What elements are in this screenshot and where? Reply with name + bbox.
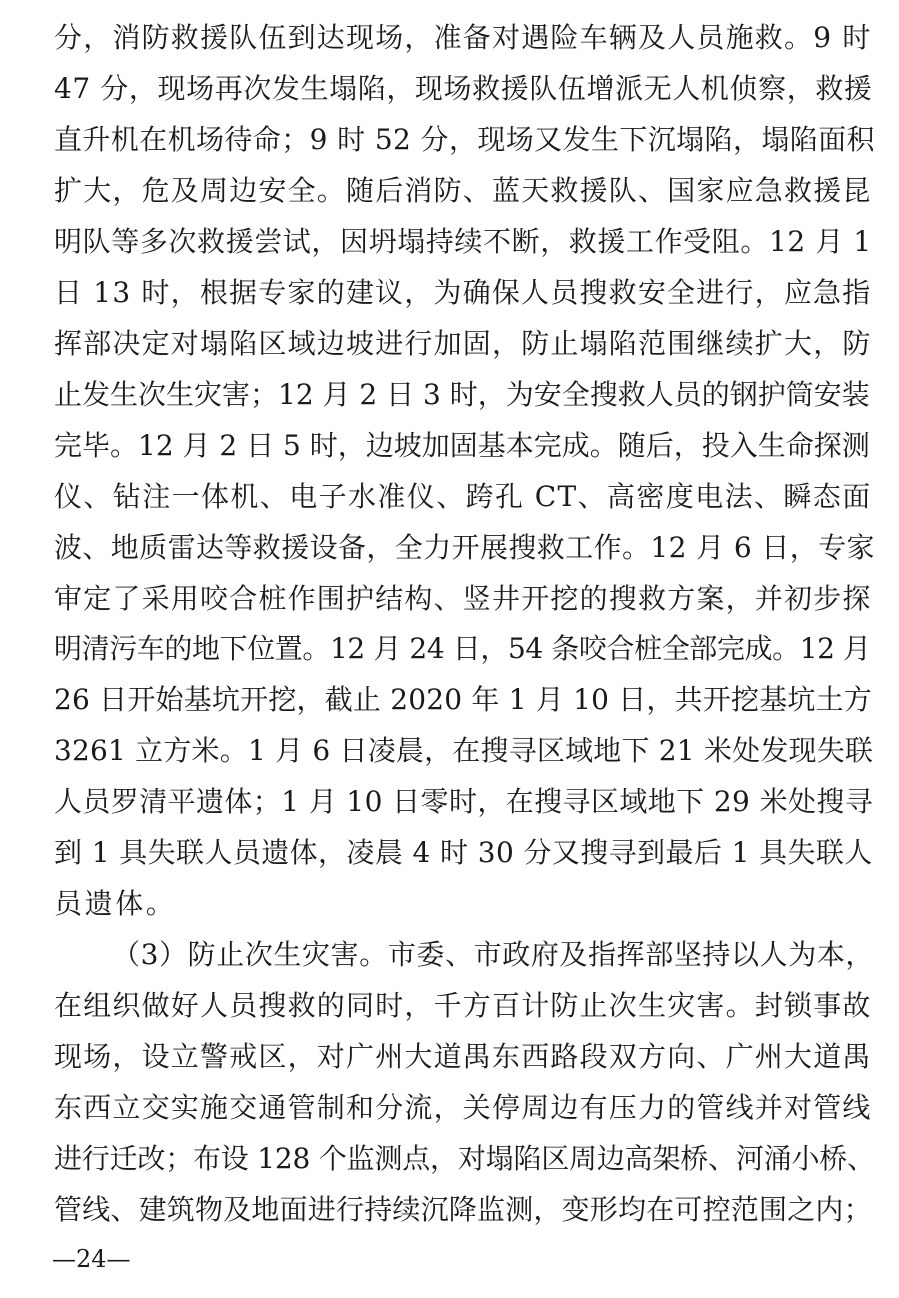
text-line: 审定了采用咬合桩作围护结构、竖井开挖的搜救方案，并初步探	[54, 582, 872, 615]
text-line: 3261 立方米。1 月 6 日凌晨，在搜寻区域地下 21 米处发现失联	[54, 734, 874, 767]
text-line: 现场，设立警戒区，对广州大道禺东西路段双方向、广州大道禺	[54, 1040, 872, 1073]
text-line: 管线、建筑物及地面进行持续沉降监测，变形均在可控范围之内；	[54, 1193, 872, 1226]
text-line: 分，消防救援队伍到达现场，准备对遇险车辆及人员施救。9 时	[54, 21, 872, 54]
text-line: 东西立交实施交通管制和分流，关停周边有压力的管线并对管线	[54, 1091, 872, 1124]
text-line: 明队等多次救援尝试，因坍塌持续不断，救援工作受阻。12 月 1	[54, 225, 872, 258]
text-line: 在组织做好人员搜救的同时，千方百计防止次生灾害。封锁事故	[54, 989, 872, 1022]
text-line: 扩大，危及周边安全。随后消防、蓝天救援队、国家应急救援昆	[54, 174, 872, 207]
text-line: 止发生次生灾害；12 月 2 日 3 时，为安全搜救人员的钢护筒安装	[54, 378, 870, 411]
text-line: 人员罗清平遗体；1 月 10 日零时，在搜寻区域地下 29 米处搜寻	[54, 785, 874, 818]
text-line: 挥部决定对塌陷区域边坡进行加固，防止塌陷范围继续扩大，防	[54, 327, 872, 360]
text-line: 直升机在机场待命；9 时 52 分，现场又发生下沉塌陷，塌陷面积	[54, 123, 875, 156]
text-line: 明清污车的地下位置。12 月 24 日，54 条咬合桩全部完成。12 月	[54, 632, 871, 665]
text-line: 仪、钻注一体机、电子水准仪、跨孔 CT、高密度电法、瞬态面	[54, 480, 872, 513]
paragraph-heading-line: （3）防止次生灾害。市委、市政府及指挥部坚持以人为本，	[112, 938, 875, 971]
text-line: 到 1 具失联人员遗体，凌晨 4 时 30 分又搜寻到最后 1 具失联人	[54, 836, 873, 869]
text-line: 员遗体。	[54, 887, 177, 920]
text-line: 完毕。12 月 2 日 5 时，边坡加固基本完成。随后，投入生命探测	[54, 429, 870, 462]
page-number: —24—	[52, 1245, 131, 1273]
text-line: 日 13 时，根据专家的建议，为确保人员搜救安全进行，应急指	[54, 276, 872, 309]
text-line: 26 日开始基坑开挖，截止 2020 年 1 月 10 日，共开挖基坑土方	[54, 683, 873, 716]
text-line: 47 分，现场再次发生塌陷，现场救援队伍增派无人机侦察，救援	[54, 72, 873, 105]
text-line: 进行迁改；布设 128 个监测点，对塌陷区周边高架桥、河涌小桥、	[54, 1142, 875, 1175]
text-line: 波、地质雷达等救援设备，全力开展搜救工作。12 月 6 日，专家	[54, 531, 875, 564]
